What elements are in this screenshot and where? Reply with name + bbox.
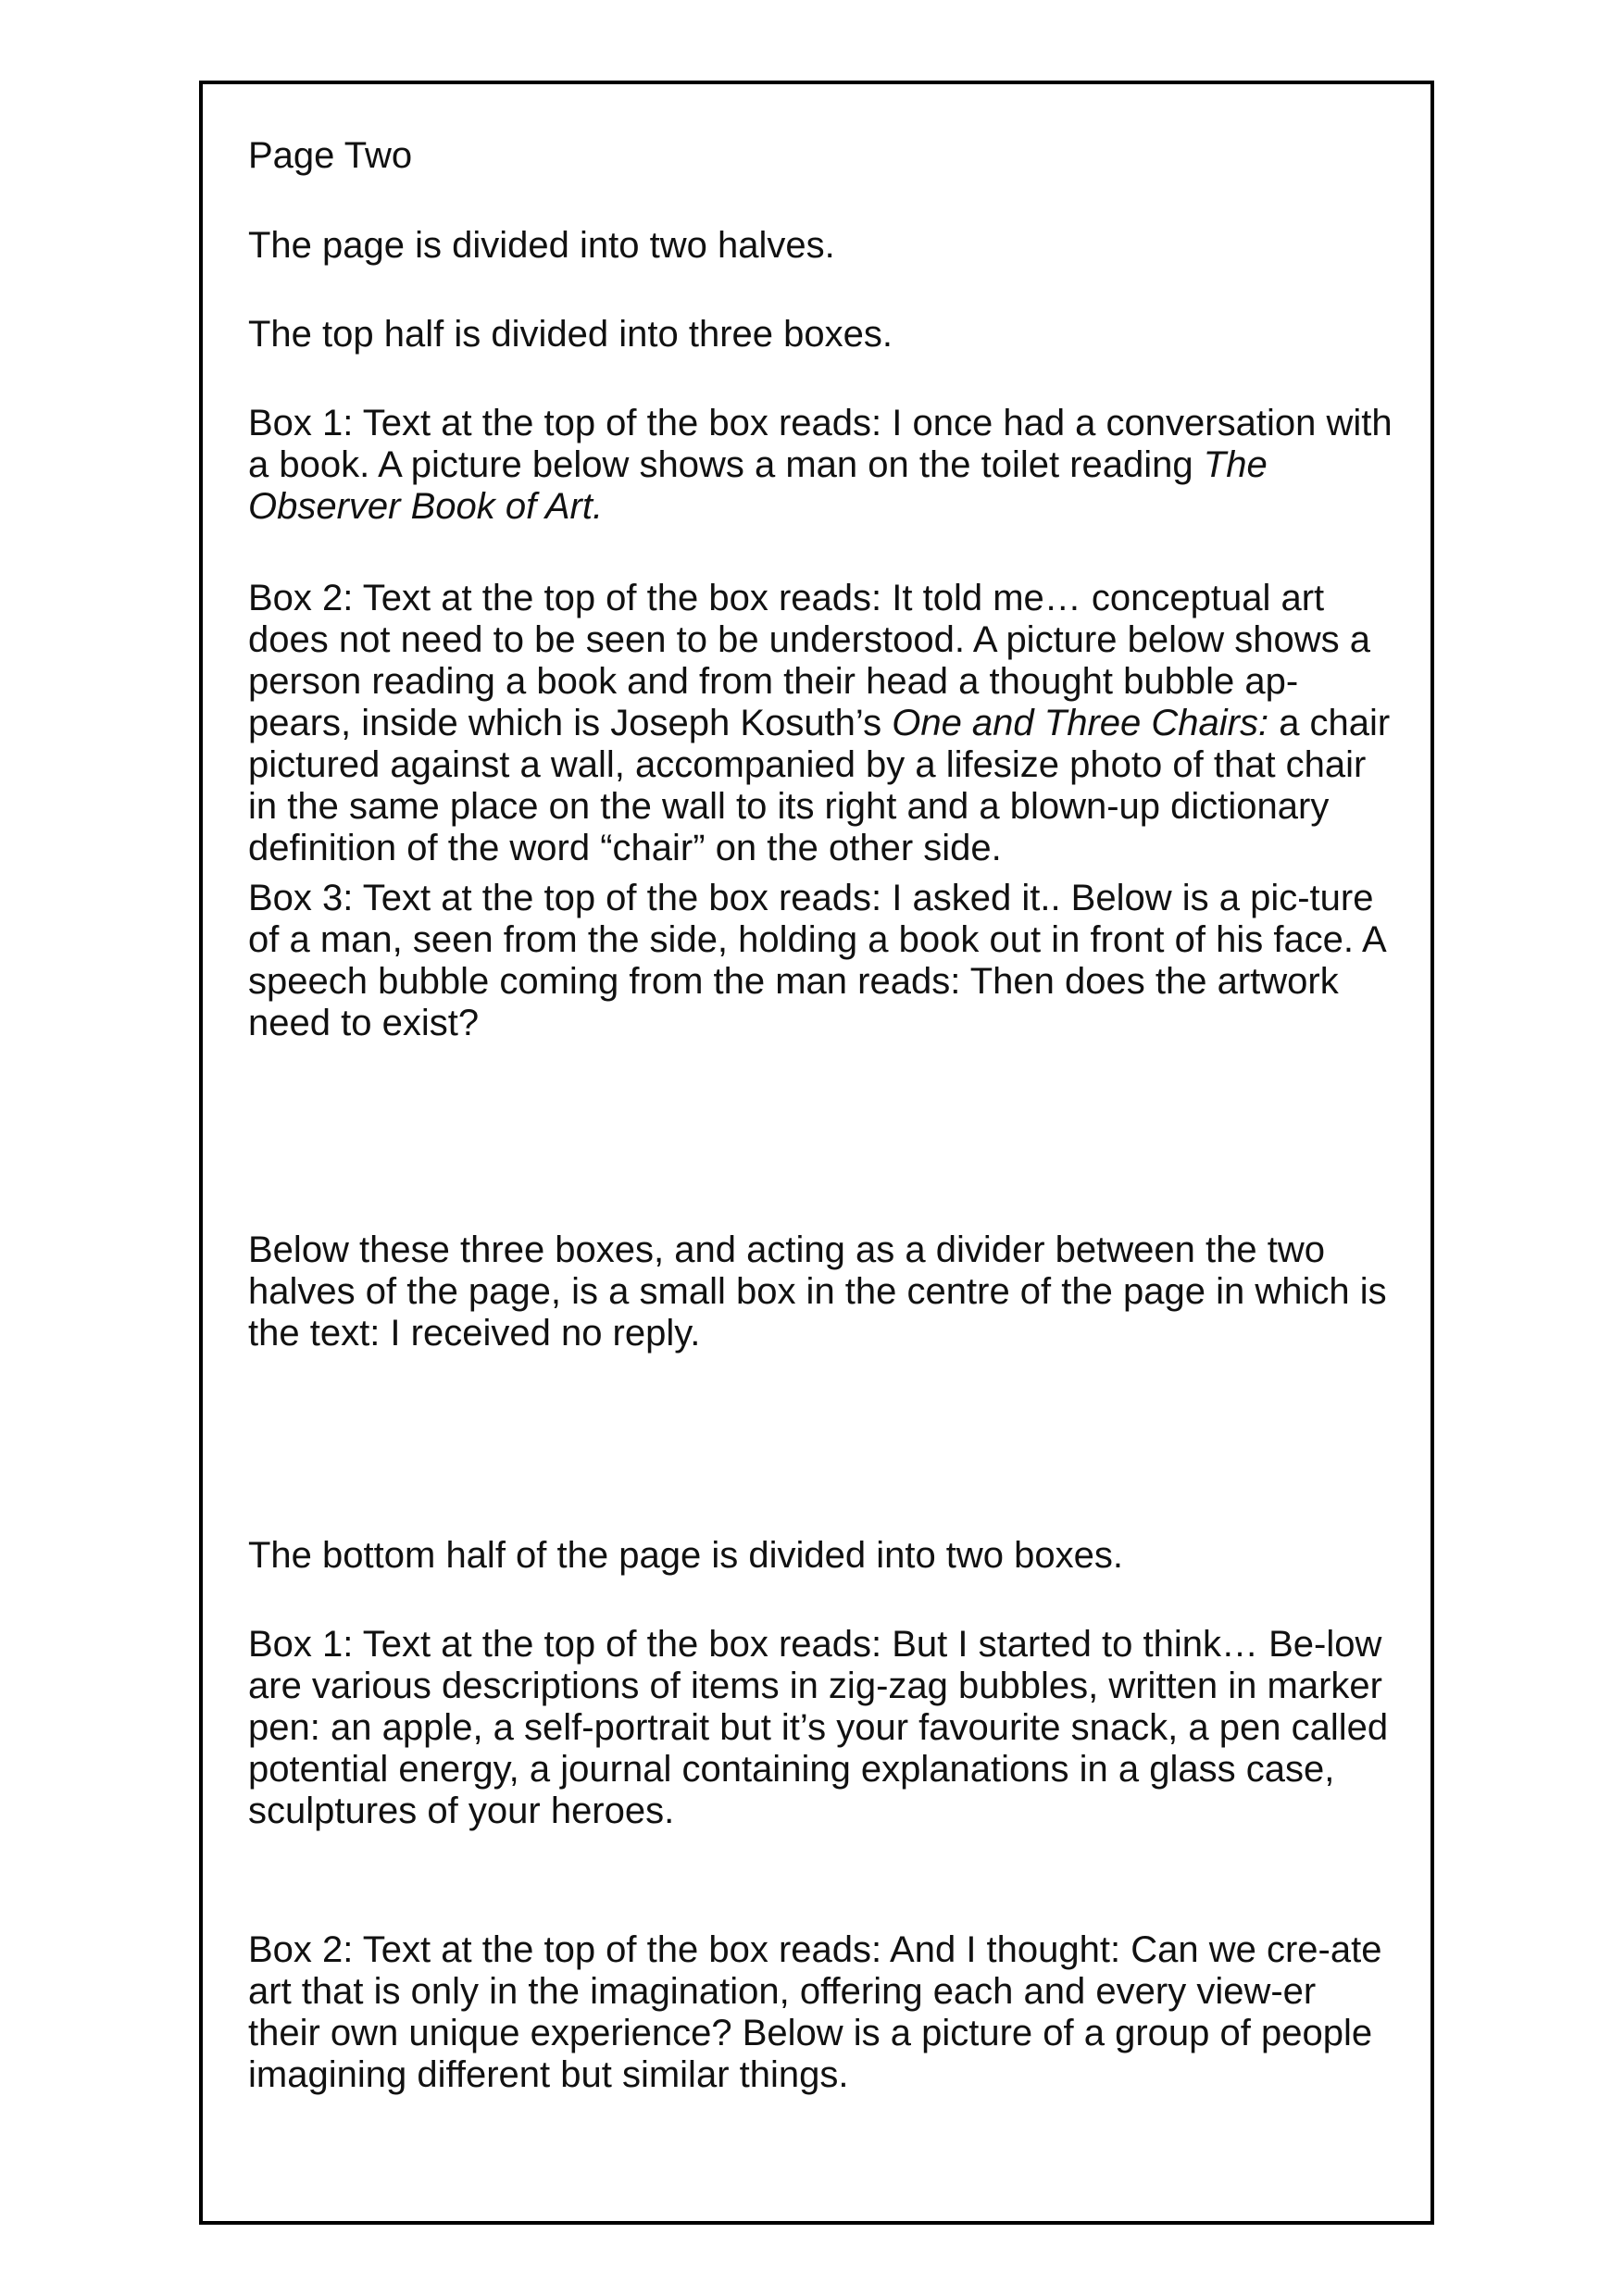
intro-paragraph: The page is divided into two halves. [248, 225, 835, 266]
bottom-half-heading: The bottom half of the page is divided into two boxes. [248, 1535, 1124, 1576]
top-box2-description [248, 578, 1396, 869]
top-half-heading: The top half is divided into three boxes. [248, 314, 893, 355]
top-box2-artwork-title: One and Three Chairs: [892, 703, 1269, 743]
top-box1-description [248, 403, 1396, 528]
top-box2-text-b: a chair pictured against a wall, accompanied by a lifesize photo of that chair in the same place on the wall to its right and a blown-up dictionary definition of the word “chair” on the other side. [248, 703, 1391, 868]
top-box1-book-title: The Observer Book of Art. [248, 444, 1268, 527]
bottom-box2-description: Box 2: Text at the top of the box reads: And I thought: Can we cre-ate art that is only in the imagination, offering each and every view-er their own unique experience? Below is a picture of a group of people imagining different but similar things. [248, 1929, 1382, 2095]
top-box1-text: Box 1: Text at the top of the box reads: I once had a conversation with a book. A picture below shows a man on the toilet reading [248, 403, 1393, 485]
page-frame [199, 81, 1434, 2225]
divider-description: Below these three boxes, and acting as a divider between the two halves of the page, is a small box in the centre of the page in which is the text: I received no reply. [248, 1229, 1387, 1354]
top-box2-text-a: Box 2: Text at the top of the box reads: It told me… conceptual art does not need to be seen to be understood. A picture below shows a person reading a book and from their head a thought bubble ap-pears, inside which is Joseph Kosuth’s [248, 578, 1370, 743]
page-title: Page Two [248, 135, 413, 176]
bottom-box1-description: Box 1: Text at the top of the box reads: But I started to think… Be-low are various descriptions of items in zig-zag bubbles, written in marker pen: an apple, a self-portrait but it’s your favourite snack, a pen called potential energy, a journal containing explanations in a glass case, sculptures of your heroes. [248, 1624, 1389, 1831]
top-box3-description: Box 3: Text at the top of the box reads: I asked it.. Below is a pic-ture of a man, seen from the side, holding a book out in front of his face. A speech bubble coming from the man reads: Then does the artwork need to exist? [248, 878, 1385, 1043]
